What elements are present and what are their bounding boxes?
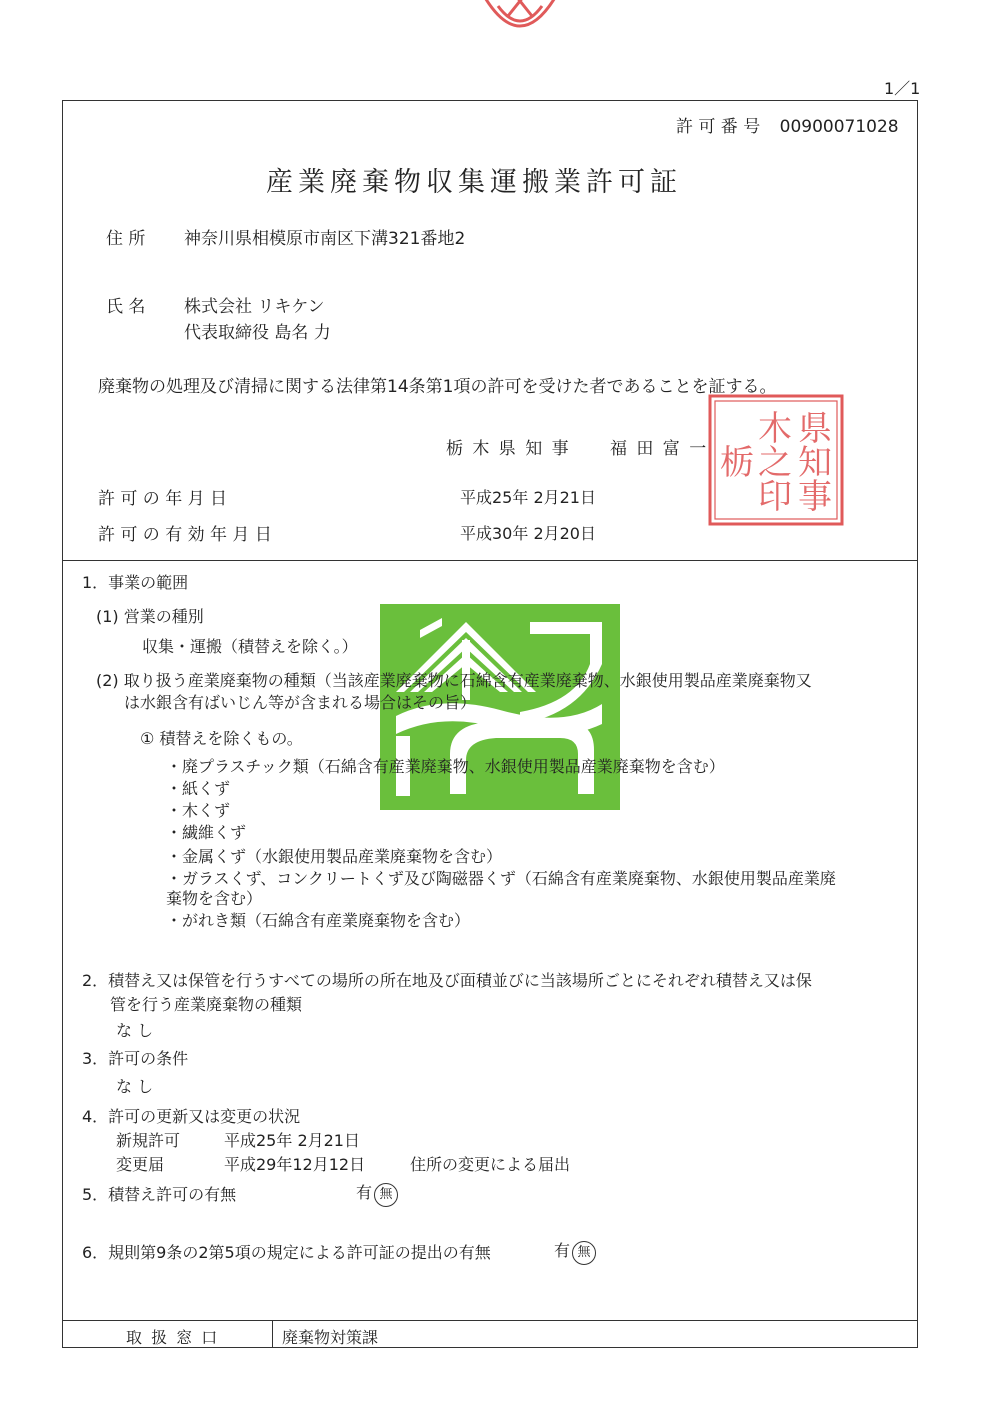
permit-date: 平成25年 2月21日 <box>460 488 596 507</box>
footer-vertical-divider <box>272 1320 273 1348</box>
section-5-answer <box>356 1180 398 1207</box>
no-option-circled: 無 <box>572 1241 596 1265</box>
section-5-heading: 5．積替え許可の有無 <box>82 1185 237 1204</box>
list-item: ・がれき類（石綿含有産業廃棄物を含む） <box>166 911 471 930</box>
seal-char-6: 印 <box>758 477 792 517</box>
permit-date-label: 許 可 の 年 月 日 <box>98 489 228 509</box>
permit-number-label: 許 可 番 号 <box>676 117 761 137</box>
seal-char-2: 知 <box>798 443 832 483</box>
address-value: 神奈川県相模原市南区下溝321番地2 <box>184 229 466 249</box>
section-6-heading: 6．規則第9条の2第5項の規定による許可証の提出の有無 <box>82 1243 491 1262</box>
issuer-name: 福 田 富 一 <box>610 439 709 459</box>
footer-value: 廃棄物対策課 <box>282 1328 379 1347</box>
section-4-heading: 4．許可の更新又は変更の状況 <box>82 1107 301 1126</box>
issuer-title: 栃 木 県 知 事 <box>446 439 571 459</box>
list-item-continuation: 棄物を含む） <box>166 889 263 908</box>
list-item: ・繊維くず <box>166 823 247 842</box>
page-number: 1／1 <box>884 79 921 98</box>
yes-option: 有 <box>356 1183 373 1202</box>
official-seal <box>706 392 846 528</box>
list-item: ・木くず <box>166 801 231 820</box>
seal-char-3: 事 <box>798 477 832 517</box>
section-1-1-value: 収集・運搬（積替えを除く。） <box>142 637 358 656</box>
list-item: ・廃プラスチック類（石綿含有産業廃棄物、水銀使用製品産業廃棄物を含む） <box>166 757 725 776</box>
seal-char-4: 木 <box>758 409 792 449</box>
header-divider <box>62 560 918 561</box>
items-heading: ① 積替えを除くもの。 <box>140 729 303 748</box>
section-1-heading: 1．事業の範囲 <box>82 573 189 592</box>
permit-number-value: 00900071028 <box>779 117 899 137</box>
list-item: ・金属くず（水銀使用製品産業廃棄物を含む） <box>166 847 503 866</box>
section-2-heading-line2: 管を行う産業廃棄物の種類 <box>110 995 303 1014</box>
expiry-date-label: 許 可 の 有 効 年 月 日 <box>98 525 272 545</box>
seal-stamp-fragment <box>478 0 562 52</box>
footer-label: 取 扱 窓 口 <box>126 1328 220 1347</box>
company-name: 株式会社 リキケン <box>184 297 325 317</box>
expiry-date: 平成30年 2月20日 <box>460 524 596 543</box>
renewal-type: 新規許可 <box>116 1131 181 1150</box>
section-3-value: な し <box>116 1077 154 1096</box>
change-date: 平成29年12月12日 <box>224 1155 366 1174</box>
document-title: 産業廃棄物収集運搬業許可証 <box>266 167 682 198</box>
change-note: 住所の変更による届出 <box>410 1155 571 1174</box>
address-label: 住 所 <box>106 229 146 249</box>
representative-name: 代表取締役 島名 力 <box>184 323 331 343</box>
section-2-value: な し <box>116 1021 154 1040</box>
section-1-2-heading-line2: は水銀含有ばいじん等が含まれる場合はその旨） <box>124 693 477 712</box>
change-type: 変更届 <box>116 1155 165 1174</box>
seal-char-5: 之 <box>758 443 792 483</box>
section-1-1-heading: (1) 営業の種別 <box>96 607 204 626</box>
footer-divider <box>62 1320 918 1321</box>
list-item: ・ガラスくず、コンクリートくず及び陶磁器くず（石綿含有産業廃棄物、水銀使用製品産業廃 <box>166 869 836 888</box>
certification-statement: 廃棄物の処理及び清掃に関する法律第14条第1項の許可を受けた者であることを証する。 <box>98 377 777 397</box>
seal-char-7: 栃 <box>720 443 754 483</box>
list-item: ・紙くず <box>166 779 231 798</box>
no-option-circled: 無 <box>374 1183 398 1207</box>
name-label: 氏 名 <box>106 297 146 317</box>
permit-number <box>676 112 899 137</box>
yes-option: 有 <box>554 1241 571 1260</box>
section-1-2-heading-line1: (2) 取り扱う産業廃棄物の種類（当該産業廃棄物に石綿含有産業廃棄物、水銀使用製品産業廃棄物又 <box>96 671 812 690</box>
section-3-heading: 3．許可の条件 <box>82 1049 189 1068</box>
section-2-heading-line1: 2．積替え又は保管を行うすべての場所の所在地及び面積並びに当該場所ごとにそれぞれ積替え又は保 <box>82 971 812 990</box>
renewal-date: 平成25年 2月21日 <box>224 1131 360 1150</box>
seal-char-1: 県 <box>798 409 832 449</box>
section-6-answer <box>554 1238 596 1265</box>
